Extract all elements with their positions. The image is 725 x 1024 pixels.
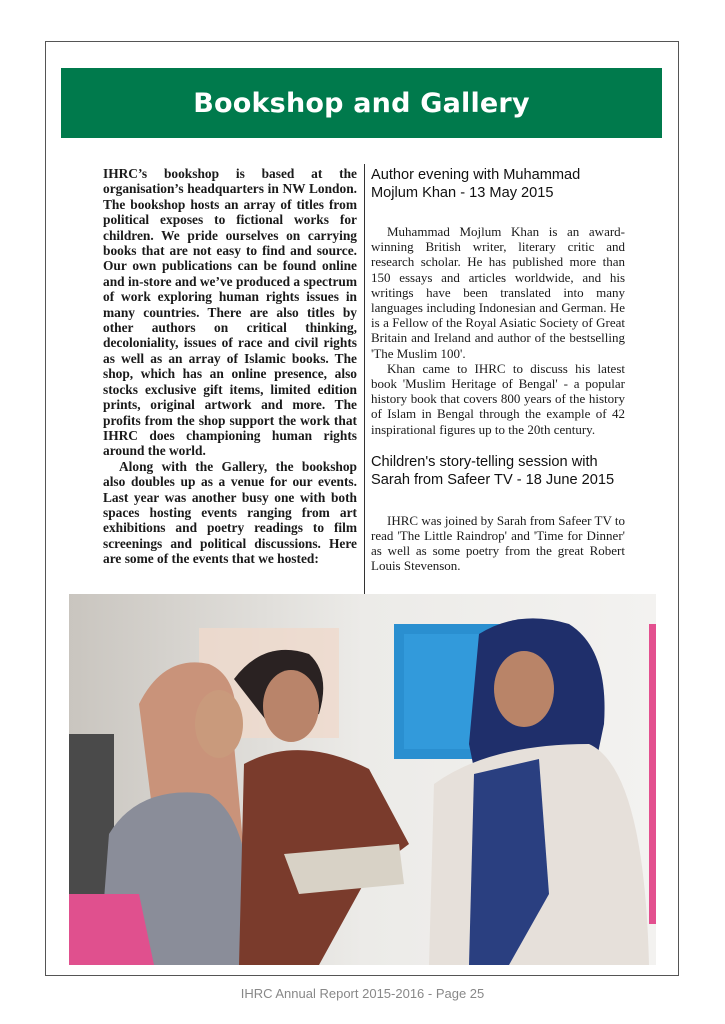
right-woman-face [494, 651, 554, 727]
author-evening-paragraph-1: Muhammad Mojlum Khan is an award-winning British writer, literary critic and research scholar. He has published more than 150 essays and articles worldwide, and his writings have been translated into many languages including Indonesian and German. He is a Fellow of the Royal Asiatic Society of Great Britain and Ireland and author of the bestselling 'The Muslim 100'. [371, 224, 625, 361]
pink-handbag [69, 894, 154, 965]
right-column [371, 166, 625, 574]
author-evening-paragraph-2: Khan came to IHRC to discuss his latest book 'Muslim Heritage of Bengal' - a popular history book that covers 800 years of the history of Islam in Bengal through the example of 42 inspirational figures up to the 20th century. [371, 360, 625, 437]
middle-woman-face [263, 670, 319, 742]
column-divider [364, 164, 365, 594]
pink-panel-edge [649, 624, 656, 924]
events-intro-paragraph: Along with the Gallery, the bookshop also doubles up as a venue for our events. Last year was another busy one with both spaces hosting events ranging from art exhibitions and poetry readings to film screenings and political discussions. Here are some of the events that we hosted: [103, 458, 357, 567]
event-photo [69, 594, 656, 965]
event-photo-illustration [69, 594, 656, 965]
storytelling-heading: Children's story-telling session with Sarah from Safeer TV - 18 June 2015 [371, 453, 615, 488]
author-evening-heading: Author evening with Muhammad Mojlum Khan - 13 May 2015 [371, 167, 581, 201]
storytelling-paragraph: IHRC was joined by Sarah from Safeer TV to read 'The Little Raindrop' and 'Time for Dinner' as well as some poetry from the great Robert Louis Stevenson. [371, 512, 625, 574]
left-woman-face [195, 690, 243, 758]
page-footer: IHRC Annual Report 2015-2016 - Page 25 [240, 986, 485, 1001]
title-banner [61, 68, 662, 138]
bookshop-intro-paragraph: IHRC’s bookshop is based at the organisation’s headquarters in NW London. The bookshop hosts an array of titles from political exposes to fictional works for children. We pride ourselves on carrying books that are not easy to find and source. Our own publications can be found online and in-store and we’ve produced a spectrum of work exploring human rights issues in many countries. There are also titles by other authors on critical thinking, decoloniality, issues of race and civil rights as well as an array of Islamic books. The shop, which has an online presence, also stocks exclusive gift items, limited edition prints, original artwork and more. The profits from the shop support the work that IHRC does championing human rights around the world. [103, 166, 357, 459]
page-title: Bookshop and Gallery [193, 87, 530, 119]
left-column [103, 166, 357, 567]
